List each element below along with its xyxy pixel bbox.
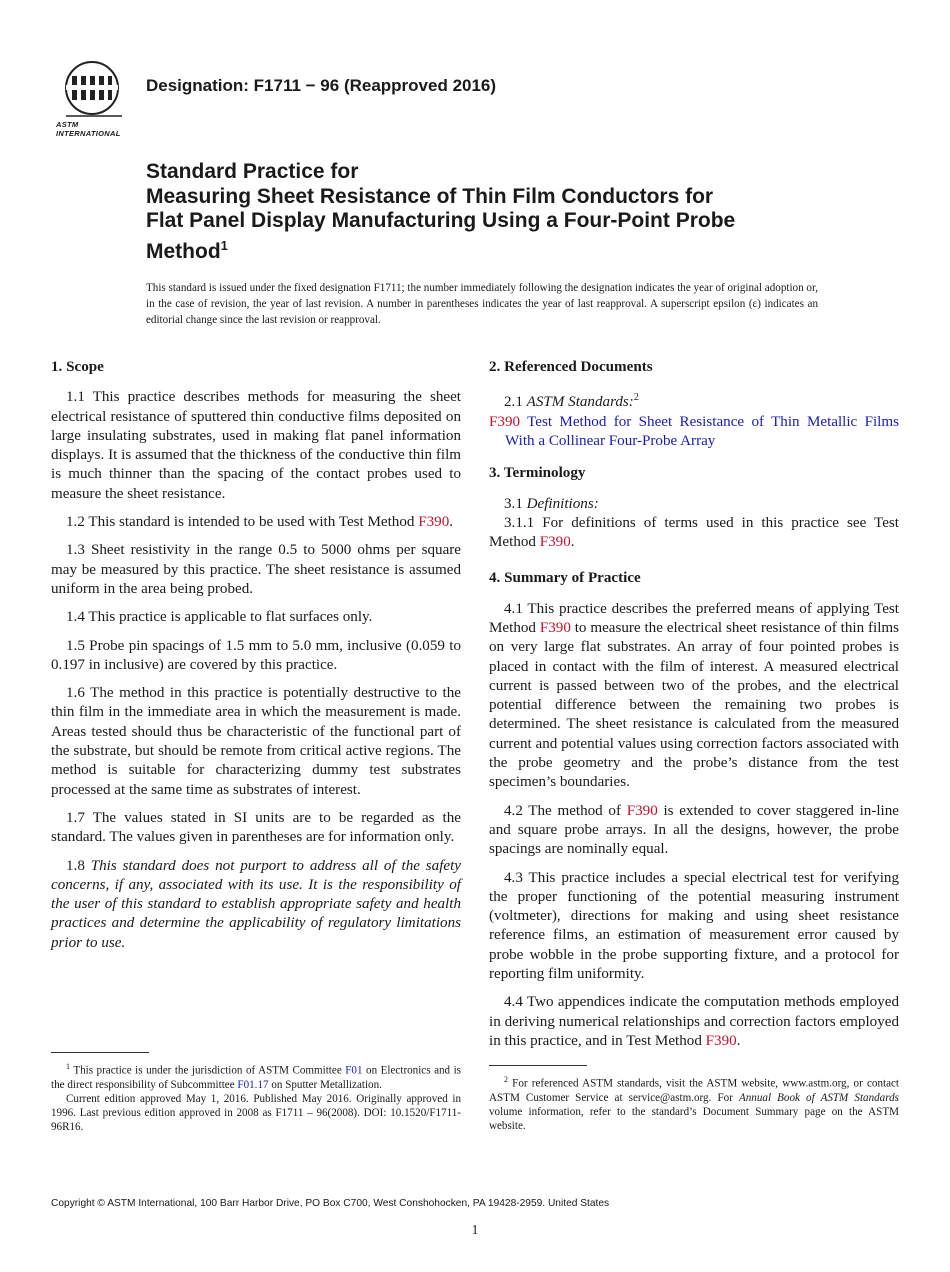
paragraph-4-2: 4.2 The method of F390 is extended to cover staggered in-line and square probe arrays. In all the designs, however, the probe spacings are nominally equal.	[489, 802, 899, 858]
footnote-2-text: $^2$ For referenced ASTM standards, visit the ASTM website, www.astm.org, or contact ASTM Customer Service at service@astm.org. For Annual Book of ASTM Standards volume information, refer to the standard’s Document Summary page on the ASTM website.	[489, 1075, 899, 1132]
paragraph-4-3: 4.3 This practice includes a special electrical test for verifying the proper functioning of the potential measuring instrument (voltmeter), directions for making and using sheet resistance reference films, an estimation of measurement error caused by probe wobble in the probe supporting fixture, and a protocol for reporting film uniformity.	[489, 869, 899, 983]
title-line-4: Method$^1$	[146, 237, 228, 263]
paragraph-1-2: 1.2 This standard is intended to be used with Test Method F390.	[66, 514, 454, 531]
reference-code[interactable]: F390	[489, 413, 521, 430]
link-f390[interactable]: F390	[626, 802, 658, 819]
title-line-1: Standard Practice for	[146, 160, 359, 183]
copyright-notice: Copyright © ASTM International, 100 Barr Harbor Drive, PO Box C700, West Conshohocken, PA 19428-2959. United States	[51, 1198, 610, 1209]
section-heading-summary: 4. Summary of Practice	[489, 570, 641, 587]
paragraph-4-4: 4.4 Two appendices indicate the computation methods employed in deriving numerical relationships and correction factors employed in this practice, and in Test Method F390.	[489, 994, 899, 1049]
paragraph-3-1: 3.1 Definitions:	[504, 495, 599, 512]
link-f01-17[interactable]: F01.17	[237, 1078, 269, 1091]
footnote-1	[51, 1052, 461, 1134]
footnote-1-text: $^1$ This practice is under the jurisdiction of ASTM Committee F01 on Electronics and is the direct responsibility of Subcommittee F01.17 on Sputter Metallization.	[51, 1062, 461, 1091]
paragraph-1-4: 1.4 This practice is applicable to flat surfaces only.	[66, 609, 373, 626]
paragraph-1-1: 1.1 This practice describes methods for measuring the sheet electrical resistance of sputtered thin conductive films deposited on large insulating substrates, used in making flat panel information displays. It is assumed that the thickness of the conductive thin film is much thinner than the spacing of the contact probes used to measure the sheet resistance.	[51, 389, 461, 502]
link-f390[interactable]: F390	[539, 534, 571, 551]
paragraph-2-1: 2.1 ASTM Standards:$^2$	[504, 392, 639, 411]
reference-title-link[interactable]: Test Method for Sheet Resistance of Thin Metallic Films With a Collinear Four-Probe Array	[505, 413, 899, 449]
reference-f390[interactable]	[489, 413, 899, 452]
footnote-1-edition: Current edition approved May 1, 2016. Published May 2016. Originally approved in 1996. Last previous edition approved in 2008 as F1711 – 96(2008). DOI: 10.1520/F1711-96R16.	[51, 1092, 461, 1133]
paragraph-1-7: 1.7 The values stated in SI units are to be regarded as the standard. The values given in parentheses are for information only.	[51, 809, 461, 846]
paragraph-1-5: 1.5 Probe pin spacings of 1.5 mm to 5.0 mm, inclusive (0.059 to 0.197 in inclusive) are covered by this practice.	[51, 637, 461, 673]
paragraph-4-1: 4.1 This practice describes the preferred means of applying Test Method F390 to measure the electrical sheet resistance of thin films on very large flat substrates. An array of four pointed probes is placed in contact with the film of interest. A measured electrical current is passed between two of the probes, and the electrical potential difference between the remaining two probes is determined. The sheet resistance is calculated from the measured current and potential values using correction factors associated with the probe geometry and the probe’s distance from the test specimen’s boundaries.	[489, 600, 900, 791]
logo-wordmark: ASTM INTERNATIONAL	[56, 120, 121, 138]
paragraph-1-8: 1.8 This standard does not purport to address all of the safety concerns, if any, associated with its use. It is the responsibility of the user of this standard to establish appropriate safety and health practices and determine the applicability of regulatory limitations prior to use.	[51, 857, 462, 951]
left-column	[51, 358, 461, 962]
section-heading-referenced-documents: 2. Referenced Documents	[489, 359, 653, 375]
page-number: 1	[471, 1222, 479, 1237]
section-heading-scope: 1. Scope	[51, 359, 104, 375]
link-f390[interactable]: F390	[418, 514, 450, 531]
link-f390[interactable]: F390	[539, 620, 571, 636]
right-column	[489, 358, 899, 1060]
link-f390[interactable]: F390	[705, 1032, 737, 1049]
document-title	[146, 160, 846, 264]
astm-logo	[52, 58, 136, 138]
footnote-2	[489, 1065, 899, 1133]
designation: Designation: F1711 − 96 (Reapproved 2016)	[146, 76, 497, 95]
paragraph-1-3: 1.3 Sheet resistivity in the range 0.5 to 5000 ohms per square may be measured by this practice. The sheet resistance is assumed uniform in the area being probed.	[51, 542, 461, 597]
paragraph-3-1-1: 3.1.1 For definitions of terms used in this practice see Test Method F390.	[489, 514, 899, 551]
intro-note: This standard is issued under the fixed designation F1711; the number immediately following the designation indicates the year of original adoption or, in the case of revision, the year of last revision. A number in parentheses indicates the year of last reapproval. A superscript epsilon (ε) indicates an editorial change since the last revision or reapproval.	[146, 282, 818, 326]
paragraph-1-6: 1.6 The method in this practice is potentially destructive to the thin film in the immediate area in which the measurement is made. Areas tested should thus be characteristic of the functional part of the substrate, but should be remote from critical active regions. The method is suitable for characterizing dummy test substrates processed at the same time as substrates of interest.	[51, 685, 461, 798]
title-footnote-mark: 1	[220, 237, 228, 253]
title-line-3: Flat Panel Display Manufacturing Using a Four-Point Probe	[146, 209, 736, 232]
title-line-2: Measuring Sheet Resistance of Thin Film Conductors for	[146, 184, 714, 208]
footnote-rule	[51, 1052, 149, 1053]
section-heading-terminology: 3. Terminology	[489, 465, 586, 482]
footnote-rule	[489, 1065, 587, 1066]
link-f01[interactable]: F01	[345, 1064, 363, 1077]
